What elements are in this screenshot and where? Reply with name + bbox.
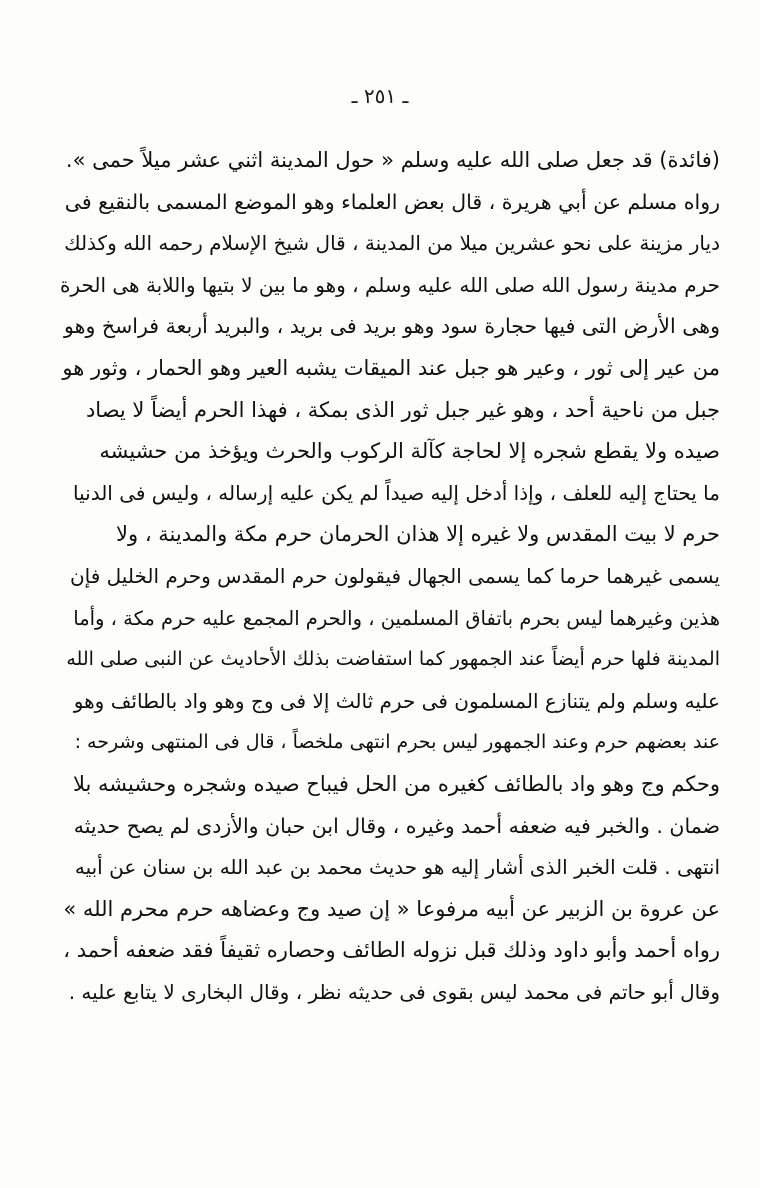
text-line: انتهى . قلت الخبر الذى أشار إليه هو حديث محمد بن عبد الله بن سنان عن أبيه [74,855,720,880]
text-line: عن عروة بن الزبير عن أبيه مرفوعا « إن صيد وج وعضاهه حرم محرم الله » [63,896,720,921]
text-line: وحكم وج وهو واد بالطائف كغيره من الحل فيباح صيده وشجره وحشيشه بلا [72,771,720,796]
text-line: وهى الأرض التى فيها حجارة سود وهو بريد فى بريد ، والبريد أربعة فراسخ وهو [64,314,720,339]
page-number: ـ ٢٥١ ـ [351,84,409,108]
text-line: ما يحتاج إليه للعلف ، وإذا أدخل إليه صيداً لم يكن عليه إرساله ، وليس فى الدنيا [73,480,720,505]
text-line: ديار مزينة على نحو عشرين ميلا من المدينة ، قال شيخ الإسلام رحمه الله وكذلك [64,231,720,256]
text-line: يسمى غيرهما حرما كما يسمى الجهال فيقولون حرم المقدس وحرم الخليل فإن [69,563,720,588]
text-line: المدينة فلها حرم أيضاً عند الجمهور كما استفاضت بذلك الأحاديث عن النبى صلى الله [66,648,720,671]
text-line: وقال أبو حاتم فى محمد ليس بقوى فى حديثه نظر ، وقال البخارى لا يتابع عليه . [68,979,720,1004]
text-line: حرم لا بيت المقدس ولا غيره إلا هذان الحرمان حرم مكة والمدينة ، ولا [116,522,720,547]
text-line: جبل من ناحية أحد ، وهو غير جبل ثور الذى بمكة ، فهذا الحرم أيضاً لا يصاد [85,397,720,422]
text-line: صيده ولا يقطع شجره إلا لحاجة كآلة الركوب والحرث ويؤخذ من حشيشه [99,439,720,464]
text-body [60,140,720,1013]
text-line: من عير إلى ثور ، وعير هو جبل عند الميقات يشبه العير وهو الحمار ، وثور هو [62,355,720,380]
text-line: عند بعضهم حرم وعند الجمهور ليس بحرم انتهى ملخصاً ، قال فى المنتهى وشرحه : [74,731,720,754]
text-line: ضمان . والخبر فيه ضعفه أحمد وغيره ، وقال ابن حبان والأزدى لم يصح حديثه [73,813,720,838]
text-line: (فائدة) قد جعل صلى الله عليه وسلم « حول المدينة اثني عشر ميلاً حمى ». [65,148,720,172]
text-line: حرم مدينة رسول الله صلى الله عليه وسلم ، وهو ما بين لا بتيها واللابة هى الحرة [60,272,720,297]
text-line: هذين وغيرهما ليس بحرم باتفاق المسلمين ، والحرم المجمع عليه حرم مكة ، وأما [73,606,720,630]
text-line: عليه وسلم ولم يتنازع المسلمون فى حرم ثالث إلا فى وج وهو واد بالطائف وهو [73,688,720,713]
text-line: رواه أحمد وأبو داود وذلك قبل نزوله الطائف وحصاره ثقيفاً فقد ضعفه أحمد ، [63,938,720,963]
text-line: رواه مسلم عن أبي هريرة ، قال بعض العلماء وهو الموضع المسمى بالنقيع فى [64,189,720,214]
